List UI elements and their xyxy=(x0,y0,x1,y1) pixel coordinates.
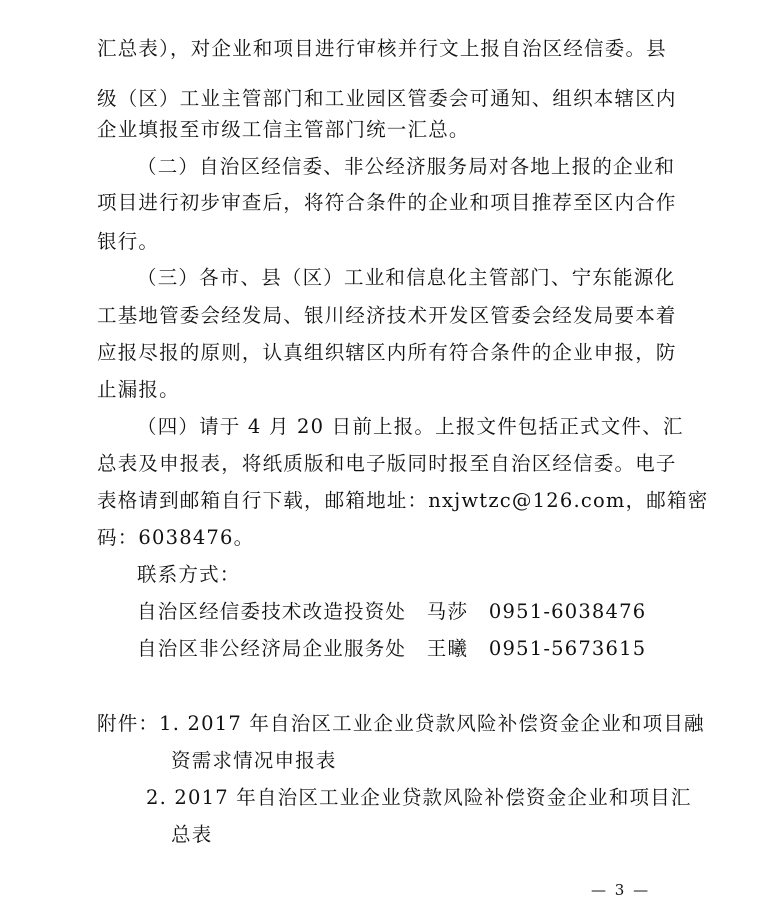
attachment-line: 总表 xyxy=(171,823,213,846)
page-number: — 3 — xyxy=(591,881,651,899)
attachment-line: 2. 2017 年自治区工业企业贷款风险补偿资金企业和项目汇 xyxy=(146,786,692,809)
body-text-line: （二）自治区经信委、非公经济服务局对各地上报的企业和 xyxy=(137,155,676,178)
contact-line: 自治区经信委技术改造投资处 马莎 0951-6038476 xyxy=(137,600,647,623)
body-text-line: 码：6038476。 xyxy=(97,526,255,549)
attachment-line: 附件：1. 2017 年自治区工业企业贷款风险补偿资金企业和项目融 xyxy=(97,712,705,735)
body-text-line: 总表及申报表，将纸质版和电子版同时报至自治区经信委。电子 xyxy=(97,452,677,475)
body-text-line: （四）请于 4 月 20 日前上报。上报文件包括正式文件、汇 xyxy=(137,415,684,438)
body-text-line: 止漏报。 xyxy=(97,378,180,401)
body-text-line: 表格请到邮箱自行下载，邮箱地址：nxjwtzc@126.com，邮箱密 xyxy=(97,489,709,512)
body-text-line: 应报尽报的原则，认真组织辖区内所有符合条件的企业申报，防 xyxy=(97,341,677,364)
contact-heading: 联系方式： xyxy=(137,563,241,586)
body-text-line: 项目进行初步审查后，将符合条件的企业和项目推荐至区内合作 xyxy=(97,191,677,214)
attachment-line: 资需求情况申报表 xyxy=(171,749,337,772)
body-text-line: （三）各市、县（区）工业和信息化主管部门、宁东能源化 xyxy=(137,266,676,289)
contact-line: 自治区非公经济局企业服务处 王曦 0951-5673615 xyxy=(137,637,647,660)
body-text-line: 银行。 xyxy=(97,230,160,253)
body-text-line: 企业填报至市级工信主管部门统一汇总。 xyxy=(97,118,470,141)
body-text-line: 级（区）工业主管部门和工业园区管委会可通知、组织本辖区内 xyxy=(97,87,677,110)
body-text-line: 汇总表），对企业和项目进行审核并行文上报自治区经信委。县 xyxy=(97,37,667,60)
body-text-line: 工基地管委会经发局、银川经济技术开发区管委会经发局要本着 xyxy=(97,304,677,327)
